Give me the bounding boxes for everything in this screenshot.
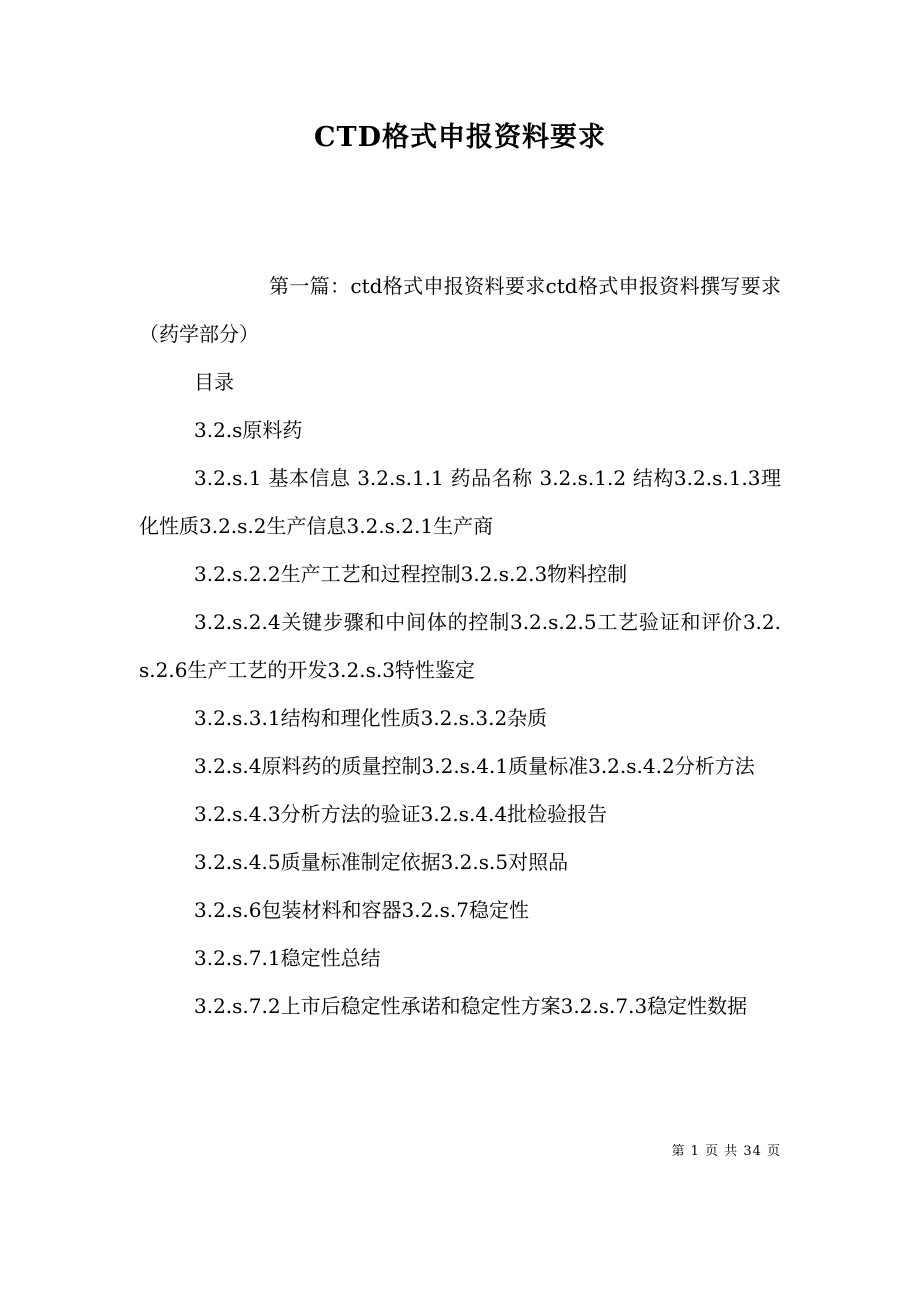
paragraph-section-3-2-s-6: 3.2.s.6包装材料和容器3.2.s.7稳定性	[194, 898, 530, 922]
document-title: CTD格式申报资料要求	[314, 122, 606, 153]
paragraph-toc-heading: 目录	[194, 370, 234, 394]
paragraph-section-3-2-s-2-2: 3.2.s.2.2生产工艺和过程控制3.2.s.2.3物料控制	[194, 562, 628, 586]
paragraph-section-3-2-s-4-3: 3.2.s.4.3分析方法的验证3.2.s.4.4批检验报告	[194, 802, 608, 826]
paragraph-section-3-2-s-4: 3.2.s.4原料药的质量控制3.2.s.4.1质量标准3.2.s.4.2分析方法	[194, 754, 755, 778]
page-number-footer: 第 1 页 共 34 页	[671, 1144, 781, 1159]
paragraph-section-3-2-s-4-5: 3.2.s.4.5质量标准制定依据3.2.s.5对照品	[194, 850, 569, 874]
paragraph-section-3-2-s: 3.2.s原料药	[194, 418, 303, 442]
paragraph-section-3-2-s-2-4: 3.2.s.2.4关键步骤和中间体的控制3.2.s.2.5工艺验证和评价3.2.s.2.6生产工艺的开发3.2.s.3特性鉴定	[139, 610, 781, 682]
paragraph-section-3-2-s-1: 3.2.s.1 基本信息 3.2.s.1.1 药品名称 3.2.s.1.2 结构3.2.s.1.3理化性质3.2.s.2生产信息3.2.s.2.1生产商	[139, 466, 781, 538]
document-body	[139, 262, 781, 1030]
paragraph-intro: 第一篇：ctd格式申报资料要求ctd格式申报资料撰写要求（药学部分）	[139, 274, 781, 346]
paragraph-section-3-2-s-3-1: 3.2.s.3.1结构和理化性质3.2.s.3.2杂质	[194, 706, 548, 730]
paragraph-section-3-2-s-7-1: 3.2.s.7.1稳定性总结	[194, 946, 381, 970]
paragraph-section-3-2-s-7-2: 3.2.s.7.2上市后稳定性承诺和稳定性方案3.2.s.7.3稳定性数据	[194, 994, 748, 1018]
